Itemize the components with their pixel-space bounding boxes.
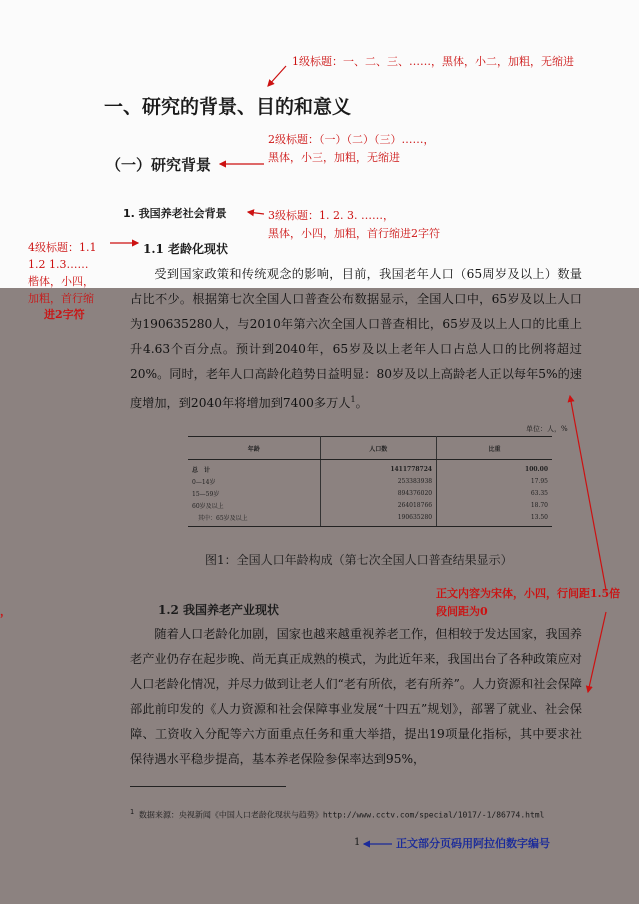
table-row (188, 499, 552, 511)
annotation-level4-line4: 加粗，首行缩 (28, 292, 94, 305)
table-cell-label: 总 计 (188, 460, 320, 476)
table-cell-value: 264018766 (320, 499, 437, 511)
annotation-body-line1: 正文内容为宋体，小四，行间距1.5倍 (436, 587, 621, 600)
annotation-level4-line1: 4级标题：1.1 (28, 241, 97, 254)
annotation-level1: 1级标题：一、二、三、……，黑体，小二，加粗，无缩进 (292, 55, 574, 68)
table-row (188, 487, 552, 499)
population-table-wrap (188, 436, 552, 527)
table-cell-value: 894376020 (320, 487, 437, 499)
arrow-level1 (268, 66, 286, 86)
annotation-body-line2: 段间距为0 (436, 605, 488, 618)
arrow-body-up (570, 396, 606, 590)
table-cell-label: 其中：65岁及以上 (188, 511, 320, 527)
heading-level4-aging: 1.1 老龄化现状 (143, 242, 229, 256)
footnote (130, 808, 544, 821)
annotation-level4-line3: 楷体，小四， (28, 275, 94, 288)
table-cell-ratio: 18.70 (530, 501, 548, 509)
table-cell-label: 60岁及以上 (188, 499, 320, 511)
annotation-level2-line2: 黑体，小三，加粗，无缩进 (268, 151, 400, 164)
table-header-ratio: 比重 (437, 437, 552, 460)
heading-level1: 一、研究的背景、目的和意义 (104, 96, 352, 118)
paragraph-aging-text: 受到国家政策和传统观念的影响，目前，我国老年人口（65周岁及以上）数量占比不少。根据第七次全国人口普查公布数据显示，全国人口中，65岁及以上人口为190635280人，与2010年第六次全国人口普查相比，65岁及以上人口的比重上升4.63个百分点。预计到2040年，65岁及以上老年人口占总人口的比例将超过20%。同时，老年人口高龄化趋势日益明显：80岁及以上高龄老人正以每年5%的速度增加，到2040年将增加到7400多万人 (130, 267, 582, 411)
table-cell-label: 15—59岁 (188, 487, 320, 499)
table-cell-value: 1411778724 (320, 460, 437, 476)
table-cell-ratio: 13.50 (437, 511, 552, 527)
heading-level3: 1. 我国养老社会背景 (123, 207, 227, 220)
table-cell-ratio: 63.35 (530, 489, 548, 497)
table-cell-ratio: 17.95 (530, 477, 548, 485)
table-cell-value: 253383938 (320, 475, 437, 487)
table-header-age: 年龄 (188, 437, 320, 460)
heading-level2: （一）研究背景 (106, 156, 212, 174)
paragraph-aging: 受到国家政策和传统观念的影响，目前，我国老年人口（65周岁及以上）数量占比不少。根据第七次全国人口普查公布数据显示，全国人口中，65岁及以上人口为190635280人，与2010年第六次全国人口普查相比，65岁及以上人口的比重上升4.63个百分点。预计到2040年，65岁及以上老年人口占总人口的比例将超过20%。同时，老年人口高龄化趋势日益明显：80岁及以上高龄老人正以每年5%的速度增加，到2040年将增加到7400多万人$^1$。 (130, 267, 582, 411)
paragraph-industry-text: 随着人口老龄化加剧，国家也越来越重视养老工作，但相较于发达国家，我国养老产业仍存在起步晚、尚无真正成熟的模式，为此近年来，我国出台了各种政策应对人口老龄化情况，并尽力做到让老人们“老有所依，老有所养”。人力资源和社会保障部此前印发的《人力资源和社会保障事业发展“十四五”规划》，部署了就业、社会保障、工资收入分配等六方面重点任务和重大举措，提出19项量化指标，其中要求社保待遇水平稳步提高，基本养老保险参保率达到95%， (130, 627, 582, 766)
annotation-level4-line5: 进2字符 (44, 308, 85, 321)
table-row (188, 475, 552, 487)
annotation-level3-line2: 黑体，小四，加粗，首行缩进2字符 (268, 227, 440, 240)
table-cell-ratio: 100.00 (525, 465, 548, 473)
footnote-text: 数据来源：央视新闻《中国人口老龄化现状与趋势》http://www.cctv.com/special/1017/-1/86774.html (138, 810, 545, 820)
table-row (188, 511, 552, 527)
annotation-level4-line2: 1.2 1.3…… (28, 258, 89, 271)
page-number: 1 (354, 837, 361, 848)
footnote-divider (130, 786, 286, 787)
figure-caption: 图1：全国人口年龄构成（第七次全国人口普查结果显示） (205, 553, 513, 567)
footnote-ref: 1 (350, 395, 356, 404)
table-header-population: 人口数 (320, 437, 437, 460)
footnote-mark: 1 (130, 808, 135, 816)
annotation-level2-line1: 2级标题：（一）（二）（三）……， (268, 133, 435, 146)
annotation-page-number: 正文部分页码用阿拉伯数字编号 (396, 837, 550, 850)
table-unit: 单位：人，% (526, 425, 568, 433)
arrow-level3 (248, 212, 264, 214)
heading-level4-industry: 1.2 我国养老产业现状 (158, 603, 280, 617)
annotation-left-edge-fragment: ， (0, 605, 11, 618)
paragraph-industry (130, 622, 582, 772)
table-cell-value: 190635280 (320, 511, 437, 527)
table-row (188, 460, 552, 476)
arrow-body-down (588, 612, 606, 692)
annotation-level3-line1: 3级标题：1. 2. 3. ……， (268, 209, 394, 222)
population-table (188, 436, 552, 527)
table-cell-label: 0—14岁 (188, 475, 320, 487)
